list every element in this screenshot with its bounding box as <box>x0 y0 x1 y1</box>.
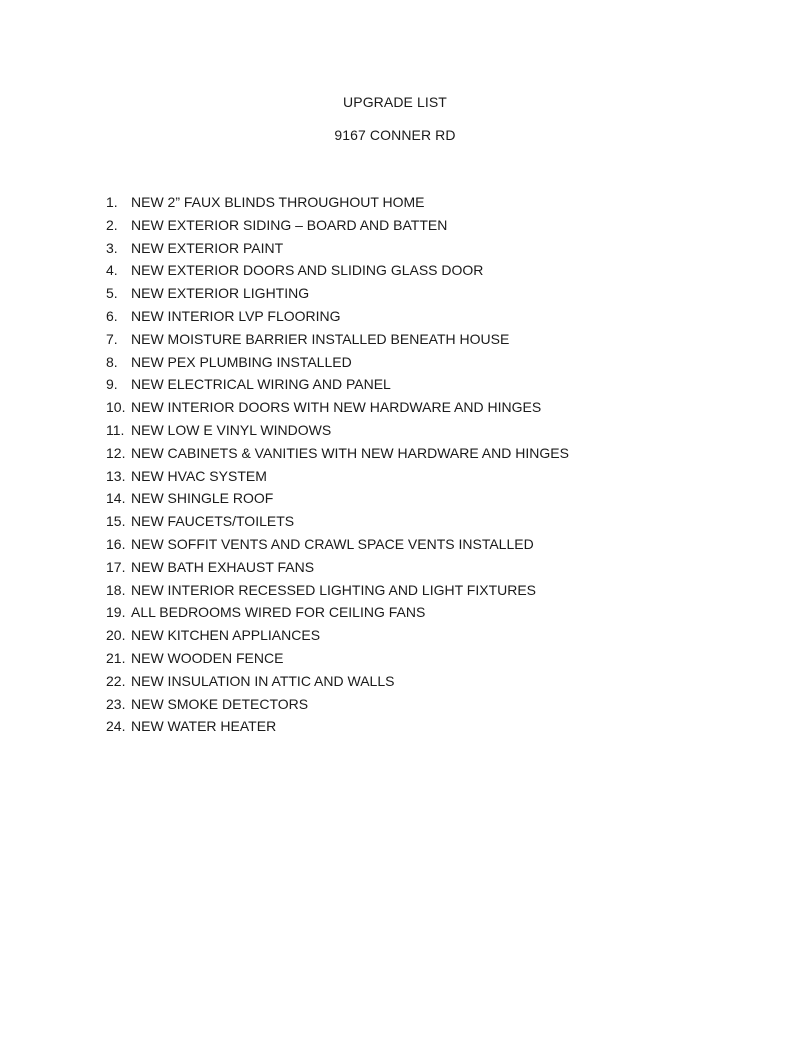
item-number: 15. <box>106 513 126 530</box>
item-text: ALL BEDROOMS WIRED FOR CEILING FANS <box>131 604 426 621</box>
item-text: NEW SOFFIT VENTS AND CRAWL SPACE VENTS INSTALLED <box>131 535 534 552</box>
item-text: NEW EXTERIOR DOORS AND SLIDING GLASS DOOR <box>131 262 484 279</box>
list-item <box>106 489 569 512</box>
item-text: NEW WOODEN FENCE <box>131 649 284 666</box>
list-item <box>106 398 569 421</box>
item-number: 14. <box>106 490 126 507</box>
item-number: 21. <box>106 649 126 666</box>
item-number: 12. <box>106 444 126 461</box>
item-number: 16. <box>106 535 126 552</box>
list-item <box>106 284 569 307</box>
list-item <box>106 216 569 239</box>
item-text: NEW INSULATION IN ATTIC AND WALLS <box>131 672 395 689</box>
list-item <box>106 672 569 695</box>
item-text: NEW WATER HEATER <box>131 718 277 735</box>
item-text: NEW PEX PLUMBING INSTALLED <box>131 353 352 370</box>
item-number: 7. <box>106 330 118 347</box>
item-text: NEW SMOKE DETECTORS <box>131 695 309 712</box>
item-text: NEW EXTERIOR PAINT <box>131 239 284 256</box>
list-item <box>106 353 569 376</box>
item-number: 11. <box>106 421 125 438</box>
list-item <box>106 467 569 490</box>
item-text: NEW ELECTRICAL WIRING AND PANEL <box>131 376 391 393</box>
list-item <box>106 261 569 284</box>
item-number: 13. <box>106 467 126 484</box>
document-title: UPGRADE LIST <box>343 94 447 110</box>
list-item <box>106 558 569 581</box>
list-item <box>106 330 569 353</box>
list-item <box>106 717 569 740</box>
item-text: NEW CABINETS & VANITIES WITH NEW HARDWARE AND HINGES <box>131 444 569 461</box>
item-number: 10. <box>106 399 126 416</box>
item-number: 19. <box>106 604 126 621</box>
item-number: 23. <box>106 695 126 712</box>
list-item <box>106 421 569 444</box>
item-text: NEW KITCHEN APPLIANCES <box>131 627 321 644</box>
list-item <box>106 649 569 672</box>
item-text: NEW EXTERIOR LIGHTING <box>131 285 310 302</box>
item-number: 1. <box>106 194 118 210</box>
list-item <box>106 626 569 649</box>
property-address: 9167 CONNER RD <box>334 127 456 143</box>
item-text: NEW INTERIOR DOORS WITH NEW HARDWARE AND HINGES <box>131 399 542 416</box>
item-number: 22. <box>106 672 126 689</box>
item-number: 4. <box>106 262 118 279</box>
item-text: NEW HVAC SYSTEM <box>131 467 267 484</box>
item-number: 8. <box>106 353 118 370</box>
item-text: NEW INTERIOR RECESSED LIGHTING AND LIGHT FIXTURES <box>131 581 537 598</box>
item-number: 24. <box>106 718 126 735</box>
list-item <box>106 444 569 467</box>
list-item <box>106 512 569 535</box>
item-text: NEW MOISTURE BARRIER INSTALLED BENEATH HOUSE <box>131 330 510 347</box>
item-text: NEW BATH EXHAUST FANS <box>131 558 315 575</box>
item-number: 20. <box>106 627 126 644</box>
item-number: 5. <box>106 285 118 302</box>
item-number: 6. <box>106 307 118 324</box>
list-item <box>106 375 569 398</box>
item-number: 9. <box>106 376 118 393</box>
item-number: 3. <box>106 239 118 256</box>
item-number: 17. <box>106 558 126 575</box>
list-item <box>106 581 569 604</box>
list-item <box>106 535 569 558</box>
item-text: NEW LOW E VINYL WINDOWS <box>131 421 332 438</box>
list-item <box>106 603 569 626</box>
item-text: NEW INTERIOR LVP FLOORING <box>131 307 341 324</box>
item-number: 2. <box>106 216 118 233</box>
item-text: NEW 2” FAUX BLINDS THROUGHOUT HOME <box>131 194 425 210</box>
list-item <box>106 239 569 262</box>
list-item <box>106 307 569 330</box>
list-item <box>106 695 569 718</box>
item-text: NEW SHINGLE ROOF <box>131 490 274 507</box>
item-text: NEW FAUCETS/TOILETS <box>131 513 295 530</box>
upgrade-list <box>106 193 569 740</box>
item-text: NEW EXTERIOR SIDING – BOARD AND BATTEN <box>131 216 448 233</box>
list-item <box>106 193 569 216</box>
item-number: 18. <box>106 581 126 598</box>
